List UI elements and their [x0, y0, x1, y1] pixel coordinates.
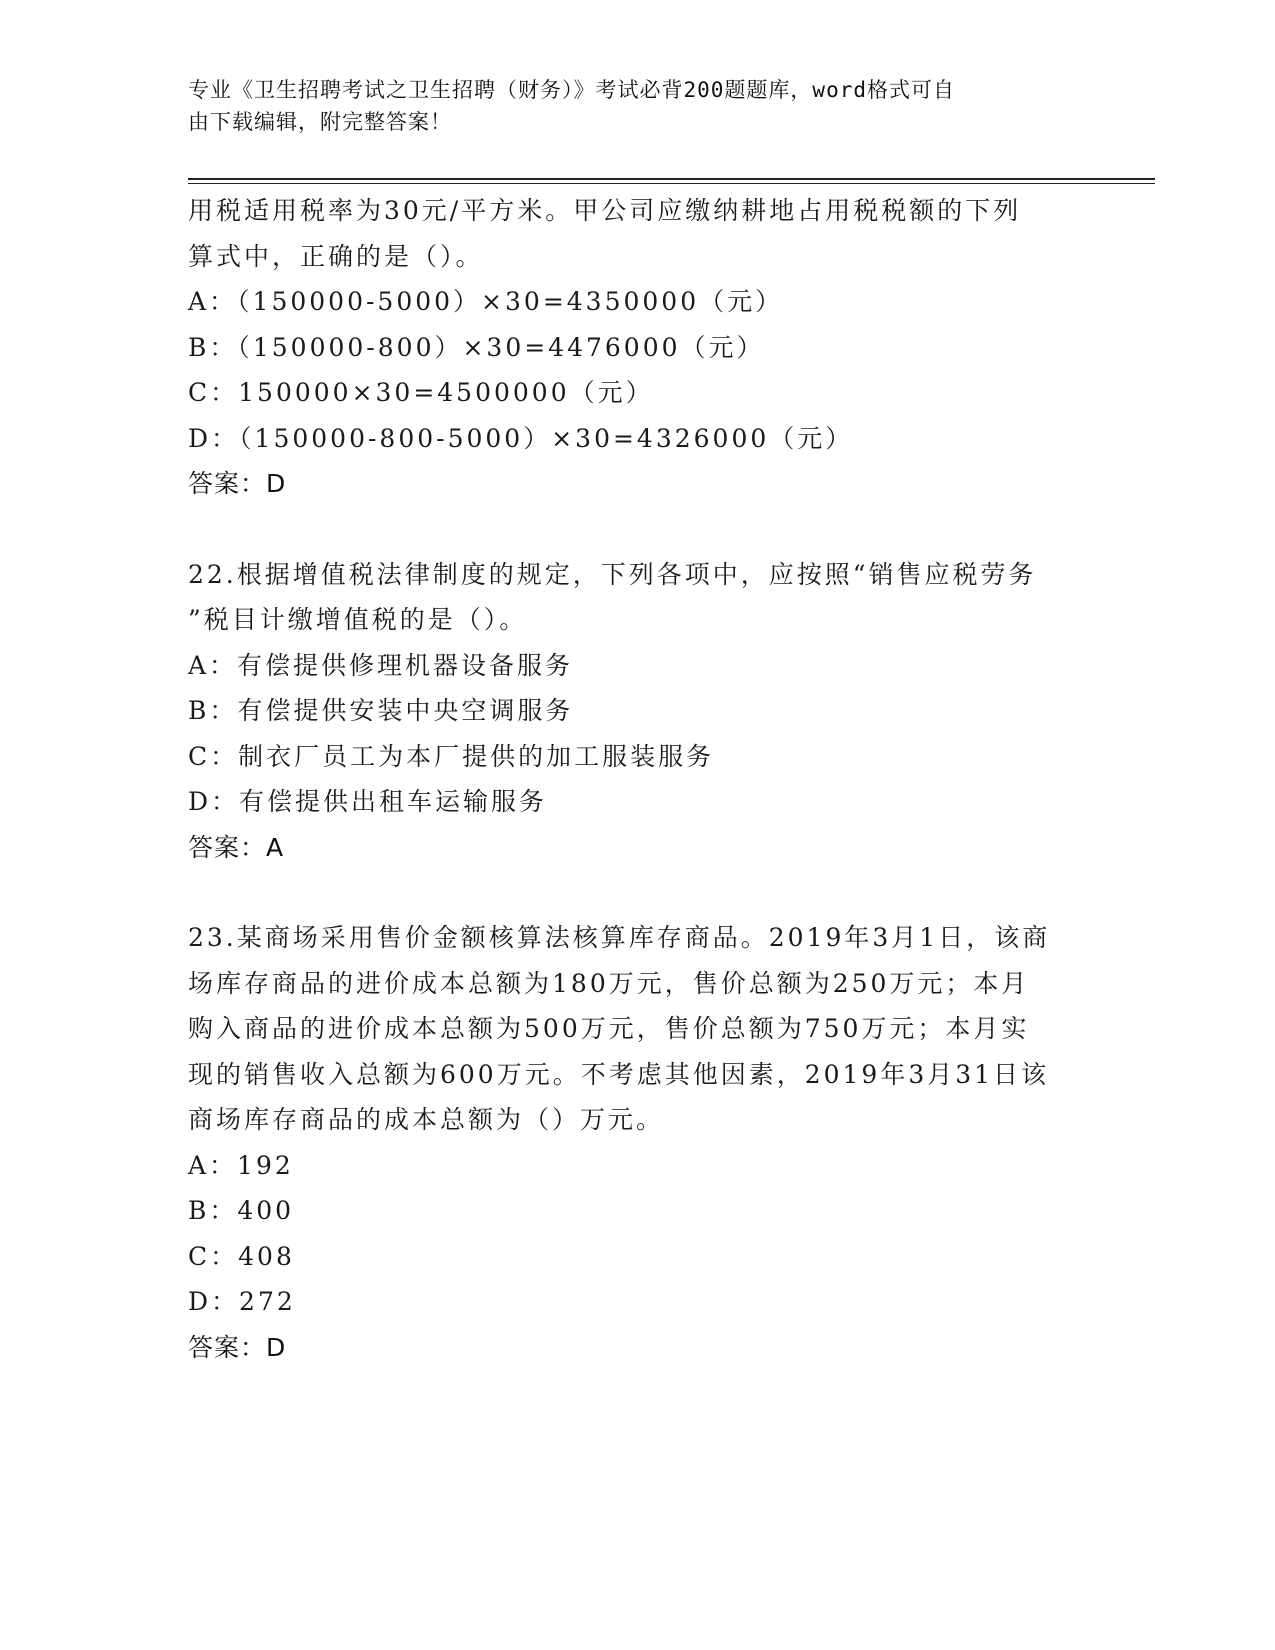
header-divider-thick [188, 178, 1155, 180]
header-divider-thin [188, 183, 1155, 184]
question-stem-line: 23.某商场采用售价金额核算法核算库存商品。2019年3月1日，该商 [188, 923, 1051, 952]
question-21 [188, 188, 1108, 507]
option-d: D：（150000-800-5000）×30=4326000（元） [188, 423, 854, 453]
question-stem-line: 用税适用税率为30元/平方米。甲公司应缴纳耕地占用税税额的下列 [188, 196, 1022, 225]
question-22 [188, 552, 1108, 871]
answer-label: 答案：D [188, 469, 287, 498]
option-d: D：272 [188, 1287, 296, 1316]
question-stem-line: 购入商品的进价成本总额为500万元，售价总额为750万元；本月实 [188, 1014, 1030, 1043]
option-a: A：（150000-5000）×30=4350000（元） [188, 287, 784, 316]
question-spacer [188, 507, 1108, 552]
option-b: B：400 [188, 1196, 295, 1225]
question-list [188, 188, 1108, 1370]
question-stem-line: 22.根据增值税法律制度的规定，下列各项中，应按照“销售应税劳务 [188, 559, 1037, 589]
answer-label: 答案：A [188, 832, 285, 862]
option-a: A：192 [188, 1150, 294, 1180]
question-spacer [188, 870, 1108, 915]
question-stem-line: 场库存商品的进价成本总额为180万元，售价总额为250万元；本月 [188, 968, 1030, 998]
question-stem-line: 现的销售收入总额为600万元。不考虑其他因素，2019年3月31日该 [188, 1059, 1050, 1089]
document-header [188, 74, 1088, 138]
option-a: A：有偿提供修理机器设备服务 [188, 650, 574, 680]
question-stem-line: 商场库存商品的成本总额为（）万元。 [188, 1105, 665, 1134]
answer-label: 答案：D [188, 1332, 287, 1362]
option-c: C：150000×30=4500000（元） [188, 378, 654, 407]
header-line-1: 专业《卫生招聘考试之卫生招聘（财务）》考试必背200题题库，word格式可自 [188, 78, 955, 102]
header-line-2: 由下载编辑，附完整答案！ [188, 110, 452, 134]
option-d: D：有偿提供出租车运输服务 [188, 787, 548, 816]
question-stem-line: ”税目计缴增值税的是（）。 [188, 605, 528, 634]
option-c: C：制衣厂员工为本厂提供的加工服装服务 [188, 741, 715, 771]
option-c: C：408 [188, 1241, 295, 1271]
question-23 [188, 915, 1108, 1370]
option-b: B：有偿提供安装中央空调服务 [188, 696, 574, 725]
question-stem-line: 算式中，正确的是（）。 [188, 241, 484, 271]
option-b: B：（150000-800）×30=4476000（元） [188, 332, 765, 362]
